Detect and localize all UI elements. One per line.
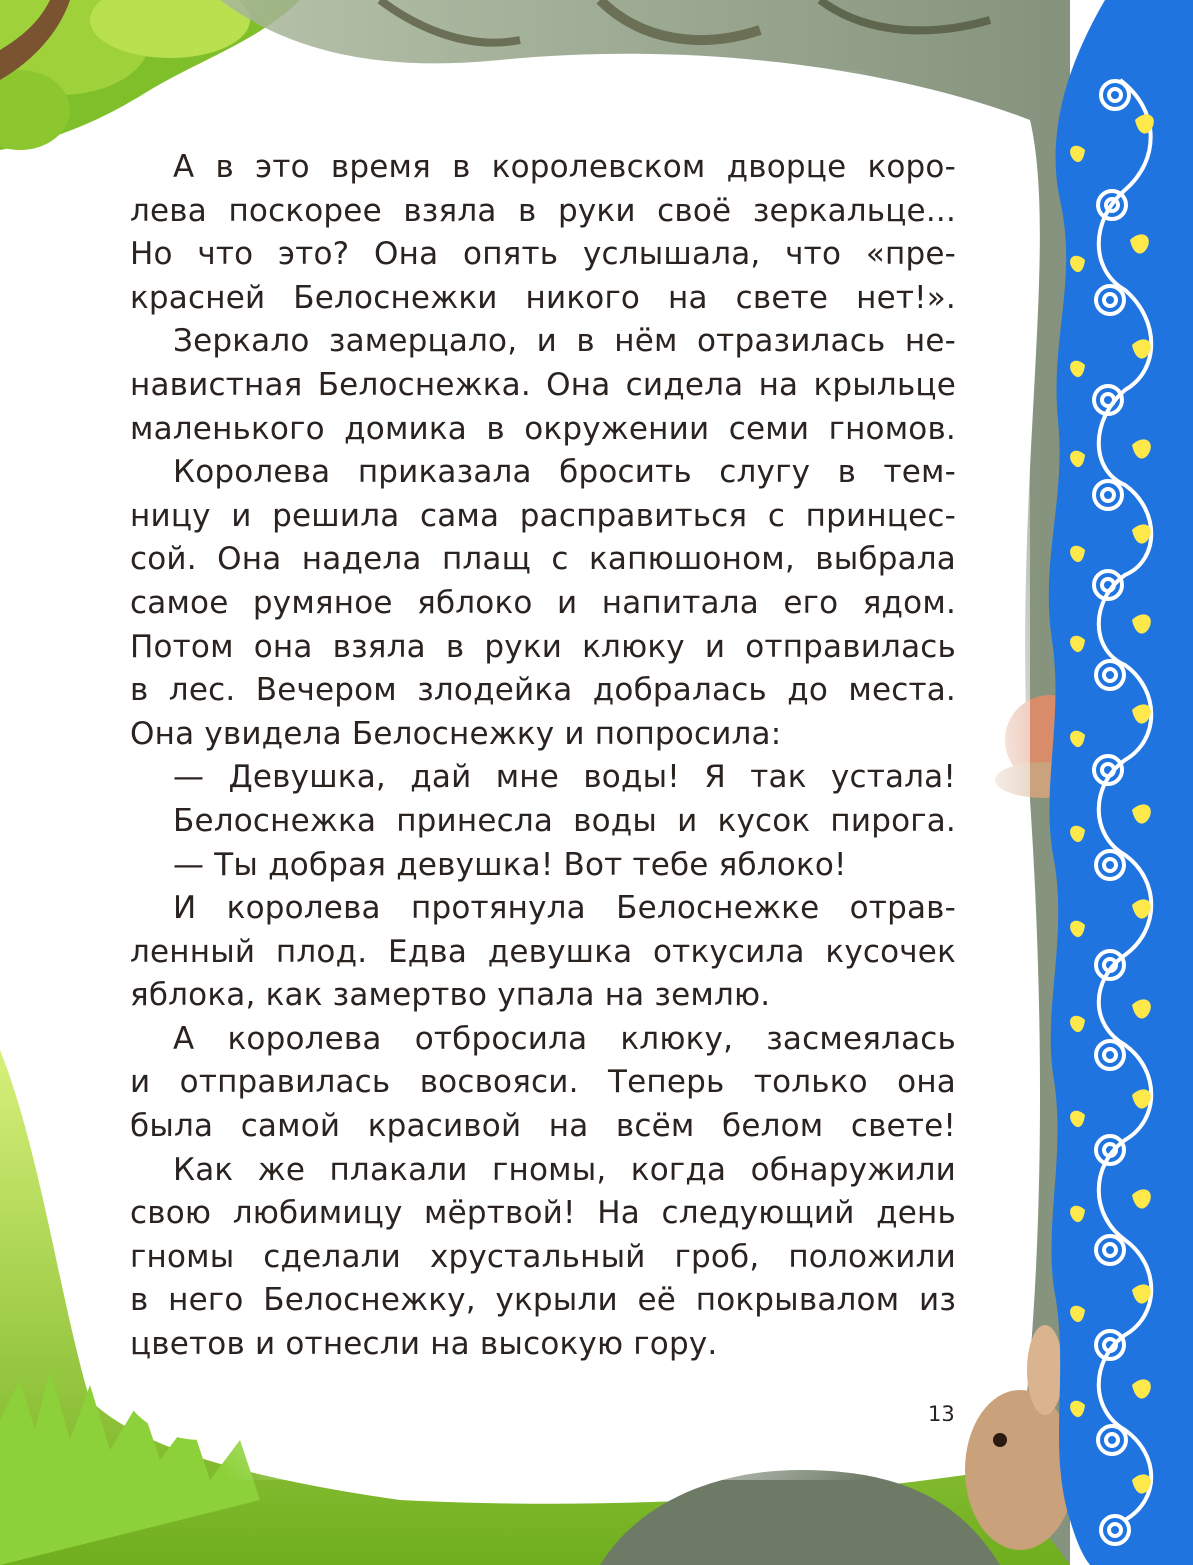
text-line: красней Белоснежки никого на свете нет!». xyxy=(130,279,956,316)
text-line: — Девушка, дай мне воды! Я так устала! xyxy=(173,759,956,796)
text-line: Потом она взяла в руки клюку и отправилась xyxy=(130,628,956,665)
text-line: Она увидела Белоснежку и попросила: xyxy=(130,715,782,752)
text-line: Королева приказала бросить слугу в тем- xyxy=(173,454,956,491)
text-line: свою любимицу мёртвой! На следующий день xyxy=(130,1195,956,1232)
text-line: маленького домика в окружении семи гномов. xyxy=(130,410,956,447)
ornamental-border xyxy=(1049,0,1193,1565)
text-line: Как же плакали гномы, когда обнаружили xyxy=(173,1151,956,1188)
text-line: в лес. Вечером злодейка добралась до места. xyxy=(130,672,956,709)
text-line: Белоснежка принесла воды и кусок пирога. xyxy=(173,802,956,839)
text-line: А в это время в королевском дворце коро- xyxy=(173,149,956,185)
text-line: цветов и отнесли на высокую гору. xyxy=(130,1326,718,1363)
text-line: Но что это? Она опять услышала, что «пре- xyxy=(130,236,956,273)
text-line: и отправилась восвояси. Теперь только она xyxy=(130,1064,956,1101)
text-line: в него Белоснежку, укрыли её покрывалом из xyxy=(130,1282,956,1319)
story-text xyxy=(130,146,956,1367)
text-line: ленный плод. Едва девушка откусила кусочек xyxy=(130,933,956,970)
text-line: гномы сделали хрустальный гроб, положили xyxy=(130,1238,956,1275)
text-line: И королева протянула Белоснежке отрав- xyxy=(173,890,956,927)
text-line: Зеркало замерцало, и в нём отразилась не- xyxy=(173,323,956,360)
text-line: самое румяное яблоко и напитала его ядом. xyxy=(130,584,956,621)
text-line: была самой красивой на всём белом свете! xyxy=(130,1108,956,1145)
text-line: навистная Белоснежка. Она сидела на крыльце xyxy=(130,366,956,403)
text-line: яблока, как замертво упала на землю. xyxy=(130,977,771,1014)
text-line: ницу и решила сама расправиться с принцес- xyxy=(130,497,956,534)
text-line: А королева отбросила клюку, засмеялась xyxy=(173,1020,956,1057)
text-line: лева поскорее взяла в руки своё зеркальце... xyxy=(130,192,956,229)
page-number: 13 xyxy=(928,1402,955,1426)
text-line: — Ты добрая девушка! Вот тебе яблоко! xyxy=(173,846,847,883)
text-line: сой. Она надела плащ с капюшоном, выбрала xyxy=(130,541,956,578)
